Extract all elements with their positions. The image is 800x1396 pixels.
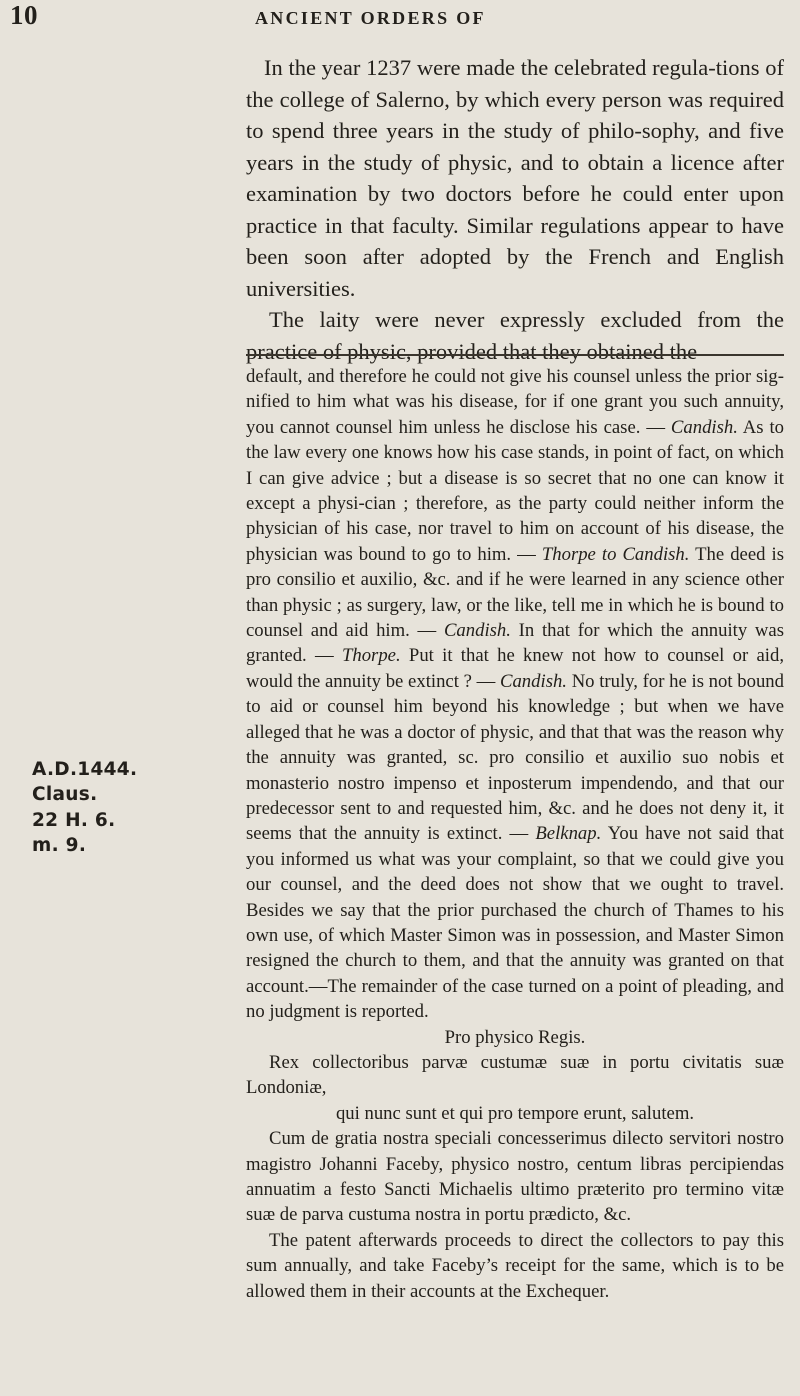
- section-heading: Pro physico Regis.: [444, 1026, 586, 1048]
- paragraph-case-report: [246, 364, 784, 1025]
- paragraph-patent: The patent afterwards proceeds to direct the collectors to pay this sum annually, and take Faceby’s receipt for the same, which is to be allowed them in their accounts at the Exchequer.: [246, 1229, 784, 1302]
- margin-note-membrane: m. 9.: [32, 834, 87, 856]
- main-text-upper: [246, 52, 784, 367]
- text-span: The deed is pro consilio et auxilio, &c. and if he were learned in any science other than physic ; as surgery, law, or the like, tell me in which he is bound to counsel and aid him. —: [246, 543, 784, 642]
- speaker-name: Thorpe.: [341, 645, 401, 667]
- paragraph-rex: Rex collectoribus parvæ custumæ suæ in portu civitatis suæ Londoniæ,: [246, 1051, 784, 1099]
- speaker-name: Candish.: [443, 620, 511, 642]
- speaker-name: Candish.: [670, 416, 738, 438]
- text-span: As to the law every one knows how his case stands, in point of fact, on which I can give advice ; but a disease is so secret that no one can know it except a physi-cian ; therefore, as the party could neither inform the physician of his case, nor travel to him on account of his disease, the physician was bound to go to him. —: [246, 416, 784, 565]
- speaker-name: Candish.: [500, 670, 567, 692]
- margin-note: [32, 757, 137, 858]
- text-span: Put it that he knew not how to counsel or aid, would the annuity be extinct ? —: [246, 645, 784, 692]
- text-span: In that for which the annuity was granted. —: [246, 620, 784, 667]
- margin-note-source: Claus.: [32, 784, 98, 806]
- text-span: You have not said that you informed us what was your complaint, so that we could give you our counsel, and the deed does not show that we ought to travel. Besides we say that the prior purchased the church of Thames to his own use, of which Master Simon was in possession, and Master Simon resigned the church to them, and that the annuity was granted on that account.—The remainder of the case turned on a point of pleading, and no judgment is reported.: [246, 823, 784, 1023]
- text-span: default, and therefore he could not give his counsel unless the prior sig-nified to him what was his disease, for if one grant you such annuity, you cannot counsel him unless he disclose his case. —: [246, 366, 784, 438]
- paragraph-salerno: In the year 1237 were made the celebrated regula-tions of the college of Salerno, by which every person was required to spend three years in the study of philo-sophy, and five years in the study of physic, and to obtain a licence after examination by two doctors before he could enter upon practice in that faculty. Similar regulations appear to have been soon after adopted by the French and English universities.: [246, 55, 784, 301]
- footnote-divider: [246, 354, 784, 356]
- page-number: 10: [10, 0, 38, 30]
- running-head: ANCIENT ORDERS OF: [255, 8, 486, 28]
- paragraph-rex-continuation: qui nunc sunt et qui pro tempore erunt, salutem.: [335, 1102, 695, 1124]
- text-span: No truly, for he is not bound to aid or counsel him beyond his knowledge ; but when we have alleged that he was a doctor of physic, and that that was the reason why the annuity was granted, sc. pro consilio et auxilio suo nobis et monasterio nostro impenso et inposterum impendendo, and that our predecessor sent to and requested him, &c. and he does not deny it, it seems that the annuity is extinct. —: [246, 670, 784, 845]
- paragraph-cum-de-gratia: Cum de gratia nostra speciali concesserimus dilecto servitori nostro magistro Johanni Faceby, physico nostro, centum libras percipiendas annuatim a festo Sancti Michaelis ultimo præterito pro termino vitæ suæ de parva custuma nostra in portu prædicto, &c.: [246, 1128, 784, 1226]
- paragraph-laity: The laity were never expressly excluded from the practice of physic, provided that they obtained the: [246, 307, 784, 364]
- margin-note-regnal: 22 H. 6.: [32, 809, 116, 831]
- margin-note-date: A.D.1444.: [32, 759, 138, 780]
- speaker-name: Belknap.: [535, 823, 602, 845]
- speaker-name: Thorpe to Candish.: [541, 543, 690, 565]
- main-text-lower: [246, 364, 784, 1304]
